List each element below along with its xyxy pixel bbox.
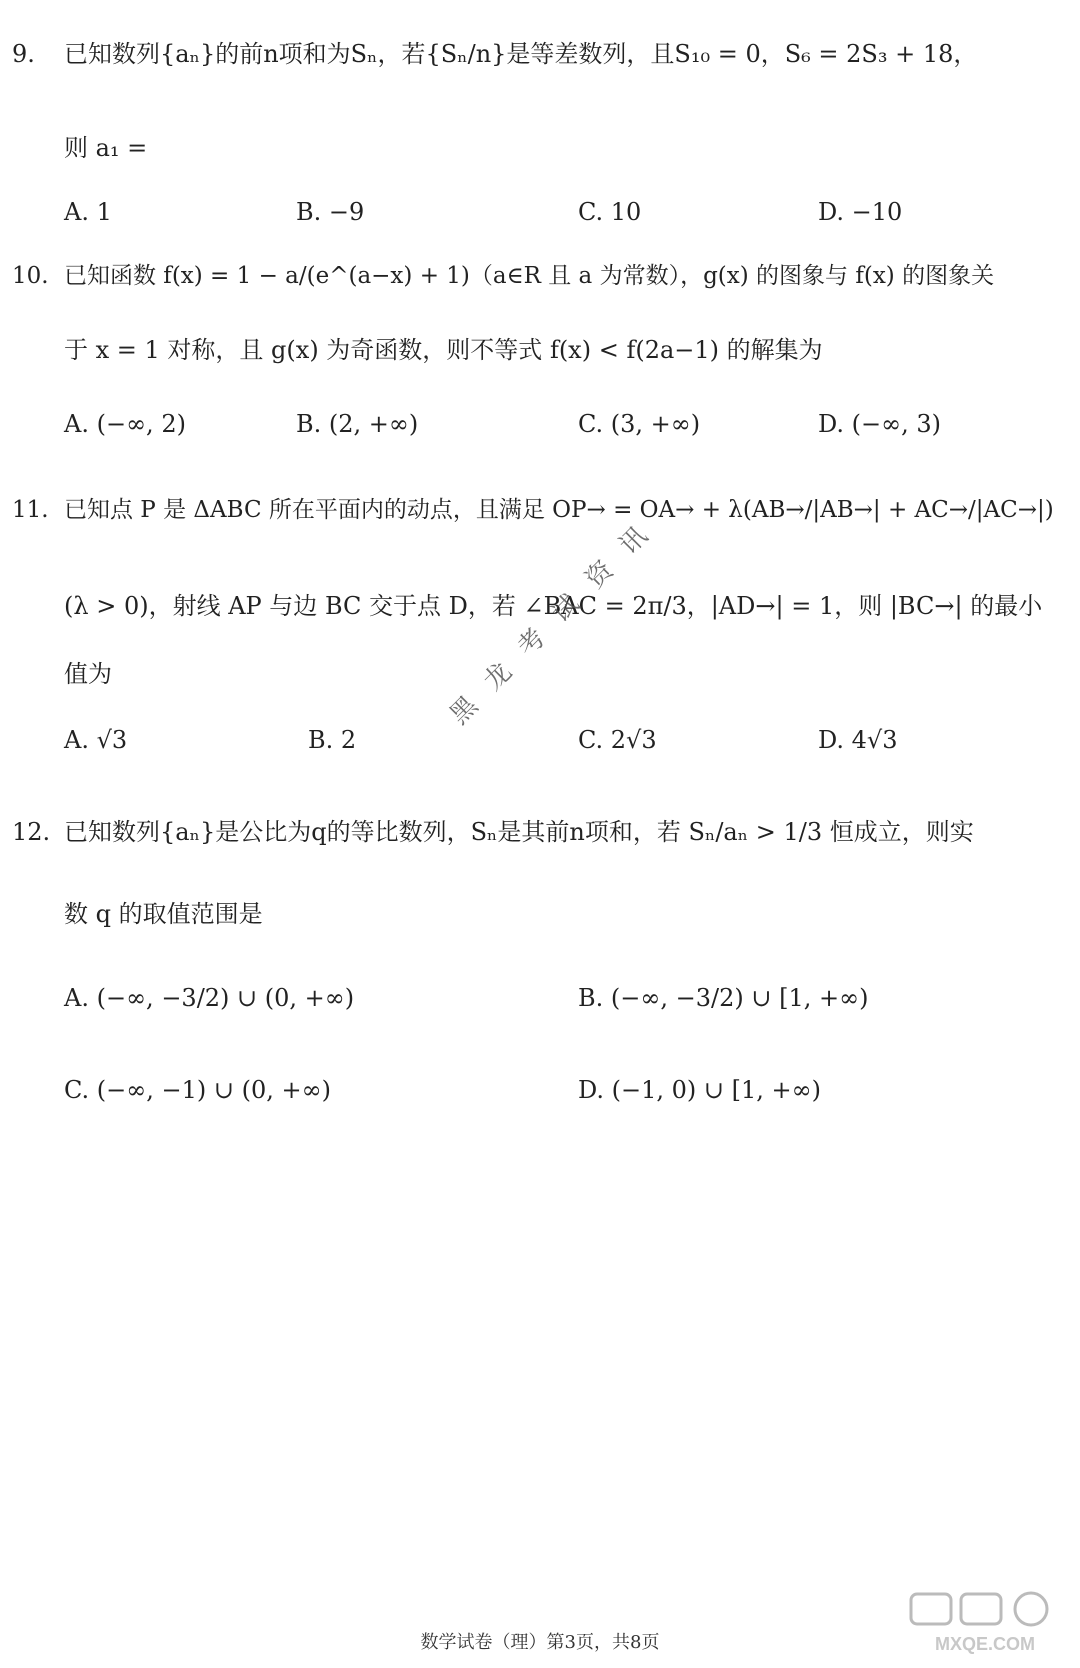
logo-icon xyxy=(911,1593,1047,1625)
question-11-option-c: C. 2√3 xyxy=(578,726,657,754)
page-footer: 数学试卷（理）第3页，共8页 xyxy=(420,1632,660,1653)
question-11-line-2: (λ > 0)，射线 AP 与边 BC 交于点 D，若 ∠BAC = 2π/3，|AD→| = 1，则 |BC→| 的最小 xyxy=(64,592,1043,620)
question-10-option-c: C. (3, +∞) xyxy=(578,410,701,438)
question-11-option-d: D. 4√3 xyxy=(818,726,898,754)
question-9-line-2: 则 a₁ = xyxy=(64,134,148,162)
question-9-option-b: B. −9 xyxy=(296,198,365,226)
question-9-option-d: D. −10 xyxy=(818,198,903,226)
question-10-line-2: 于 x = 1 对称，且 g(x) 为奇函数，则不等式 f(x) < f(2a−1) 的解集为 xyxy=(64,336,823,364)
question-12-option-b: B. (−∞, −3/2) ∪ [1, +∞) xyxy=(578,984,869,1012)
question-11-line-1: 11. 已知点 P 是 ΔABC 所在平面内的动点，且满足 OP→ = OA→ + λ(AB→/|AB→| + AC→/|AC→|) xyxy=(12,494,1054,526)
question-11-number: 11. xyxy=(12,497,49,523)
question-10-line-1: 10. 已知函数 f(x) = 1 − a/(e^(a−x) + 1)（a∈R 且 a 为常数），g(x) 的图象与 f(x) 的图象关 xyxy=(12,260,994,292)
question-12-option-a: A. (−∞, −3/2) ∪ (0, +∞) xyxy=(64,984,355,1012)
question-9-option-a: A. 1 xyxy=(64,198,112,226)
question-10-option-d: D. (−∞, 3) xyxy=(818,410,941,438)
question-12-line-1: 12. 已知数列{aₙ}是公比为q的等比数列，Sₙ是其前n项和，若 Sₙ/aₙ > 1/3 恒成立，则实 xyxy=(12,818,974,846)
question-10-number: 10. xyxy=(12,263,49,289)
question-10-option-b: B. (2, +∞) xyxy=(296,410,419,438)
question-12-option-c: C. (−∞, −1) ∪ (0, +∞) xyxy=(64,1076,331,1104)
question-9-number: 9. xyxy=(12,40,35,68)
watermark: 黑龙考试资讯 xyxy=(444,505,670,731)
question-11-option-b: B. 2 xyxy=(308,726,357,754)
question-9-line-1: 9. 已知数列{aₙ}的前n项和为Sₙ，若{Sₙ/n}是等差数列，且S₁₀ = 0，S₆ = 2S₃ + 18， xyxy=(12,40,978,68)
question-10-option-a: A. (−∞, 2) xyxy=(64,410,186,438)
question-12-line-2: 数 q 的取值范围是 xyxy=(64,900,263,928)
question-11-option-a: A. √3 xyxy=(64,726,128,754)
question-9-option-c: C. 10 xyxy=(578,198,642,226)
question-12-number: 12. xyxy=(12,818,51,846)
question-12-option-d: D. (−1, 0) ∪ [1, +∞) xyxy=(578,1076,821,1104)
question-11-line-3: 值为 xyxy=(64,660,112,688)
logo-text: MXQE.COM xyxy=(934,1634,1036,1654)
